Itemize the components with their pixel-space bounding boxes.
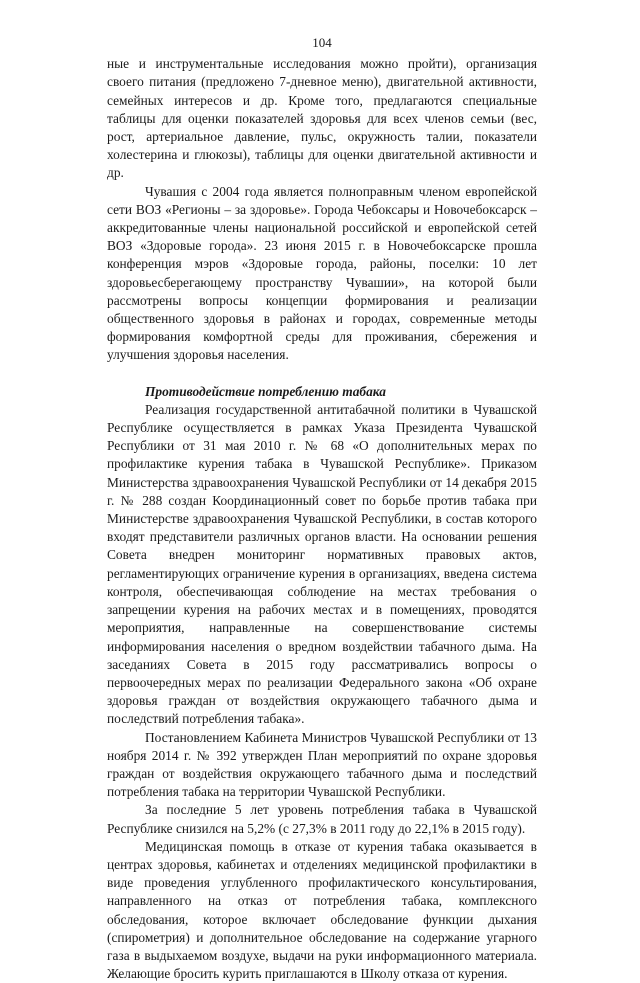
page-number: 104 [312,35,332,50]
body-paragraph: Реализация государственной антитабачной политики в Чувашской Республике осуществляется в рамках Указа Президента Чувашской Республики от 31 мая 2010 г. № 68 «О дополнительных мерах по профилактике курения табака в Чувашской Республике». Приказом Министерства здравоохранения Чувашской Республики от 14 декабря 2015 г. № 288 создан Координационный совет по борьбе против табака при Министерстве здравоохранения Чувашской Республики, в состав которого входят представители различных органов власти. На основании решения Совета внедрен мониторинг нормативных правовых актов, регламентирующих ограничение курения в организациях, введена система контроля, обеспечивающая соблюдение на местах требования о запрещении курения на рабочих местах и в помещениях, проводятся мероприятия, направленные на совершенствование системы информирования населения о вредном воздействии табачного дыма. На заседаниях Совета в 2015 году рассматривались вопросы о первоочередных мерах по реализации Федерального закона «Об охране здоровья граждан от воздействия окружающего табачного дыма и последствий потребления табака». [107,401,537,727]
section-heading: Противодействие потреблению табака [145,383,386,399]
body-paragraph: Постановлением Кабинета Министров Чувашской Республики от 13 ноября 2014 г. № 392 утвержден План мероприятий по охране здоровья граждан от воздействия окружающего табачного дыма и последствий потребления табака на территории Чувашской Республики. [107,729,537,800]
body-paragraph: Медицинская помощь в отказе от курения табака оказывается в центрах здоровья, кабинетах и отделениях медицинской профилактики в виде проведения углубленного профилактического консультирования, направленного на отказ от потребления табака, комплексного обследования, которое включает обследование функции дыхания (спирометрия) и дополнительное обследование на содержание угарного газа в выдыхаемом воздухе, выдачи на руки информационного материала. Желающие бросить курить приглашаются в Школу отказа от курения. [107,838,537,982]
body-paragraph: Чувашия с 2004 года является полноправным членом европейской сети ВОЗ «Регионы – за здоровье». Города Чебоксары и Новочебоксарск – аккредитованные члены национальной российской и европейской сетей ВОЗ «Здоровые города». 23 июня 2015 г. в Новочебоксарске прошла конференция мэров «Здоровые города, районы, поселки: 10 лет здоровьесберегающему пространству Чувашии», на которой были рассмотрены вопросы концепции формирования и реализации общественного здоровья в районах и городах, современные методы формирования комфортной среды для проживания, сбережения и улучшения здоровья населения. [107,183,537,363]
body-paragraph: ные и инструментальные исследования можно пройти), организация своего питания (предложено 7-дневное меню), двигательной активности, семейных интересов и др. Кроме того, предлагаются специальные таблицы для оценки показателей здоровья для всех членов семьи (вес, рост, артериальное давление, пульс, окружность талии, показатели холестерина и глюкозы), таблицы для оценки двигательной активности и др. [107,56,537,181]
document-page [107,34,537,983]
body-paragraph: За последние 5 лет уровень потребления табака в Чувашской Республике снизился на 5,2% (с 27,3% в 2011 году до 22,1% в 2015 году). [107,802,537,836]
